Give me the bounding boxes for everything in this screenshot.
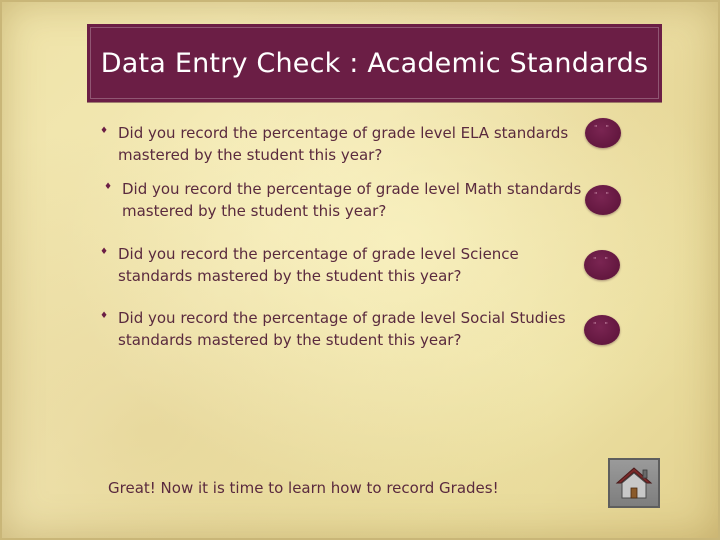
checklist-item-text: Did you record the percentage of grade level Math standards mastered by the student this year? xyxy=(122,180,582,220)
title-bar xyxy=(87,24,662,102)
bullet-icon: ♦ xyxy=(100,247,109,257)
checklist-item-text: Did you record the percentage of grade level Social Studies standards mastered by the student this year? xyxy=(118,309,566,349)
checklist-item-text: Did you record the percentage of grade level ELA standards mastered by the student this year? xyxy=(118,124,569,164)
slide-title: Data Entry Check : Academic Standards xyxy=(100,47,649,79)
button-glyph: " " xyxy=(593,321,611,329)
checklist-item-math xyxy=(104,178,584,222)
answer-button-math[interactable] xyxy=(585,185,621,215)
bullet-icon: ♦ xyxy=(104,182,113,192)
answer-button-ela[interactable] xyxy=(585,118,621,148)
footer-message: Great! Now it is time to learn how to record Grades! xyxy=(108,479,499,497)
checklist-item-science xyxy=(100,243,580,287)
button-glyph: " " xyxy=(593,256,611,264)
answer-button-social-studies[interactable] xyxy=(584,315,620,345)
button-glyph: " " xyxy=(594,191,612,199)
home-button[interactable] xyxy=(608,458,660,508)
checklist-item-ela xyxy=(100,122,580,166)
bullet-icon: ♦ xyxy=(100,311,109,321)
checklist-item-social-studies xyxy=(100,307,580,351)
home-icon xyxy=(615,465,653,501)
checklist-item-text: Did you record the percentage of grade level Science standards mastered by the student this year? xyxy=(118,245,519,285)
bullet-icon: ♦ xyxy=(100,126,109,136)
button-glyph: " " xyxy=(594,124,612,132)
answer-button-science[interactable] xyxy=(584,250,620,280)
